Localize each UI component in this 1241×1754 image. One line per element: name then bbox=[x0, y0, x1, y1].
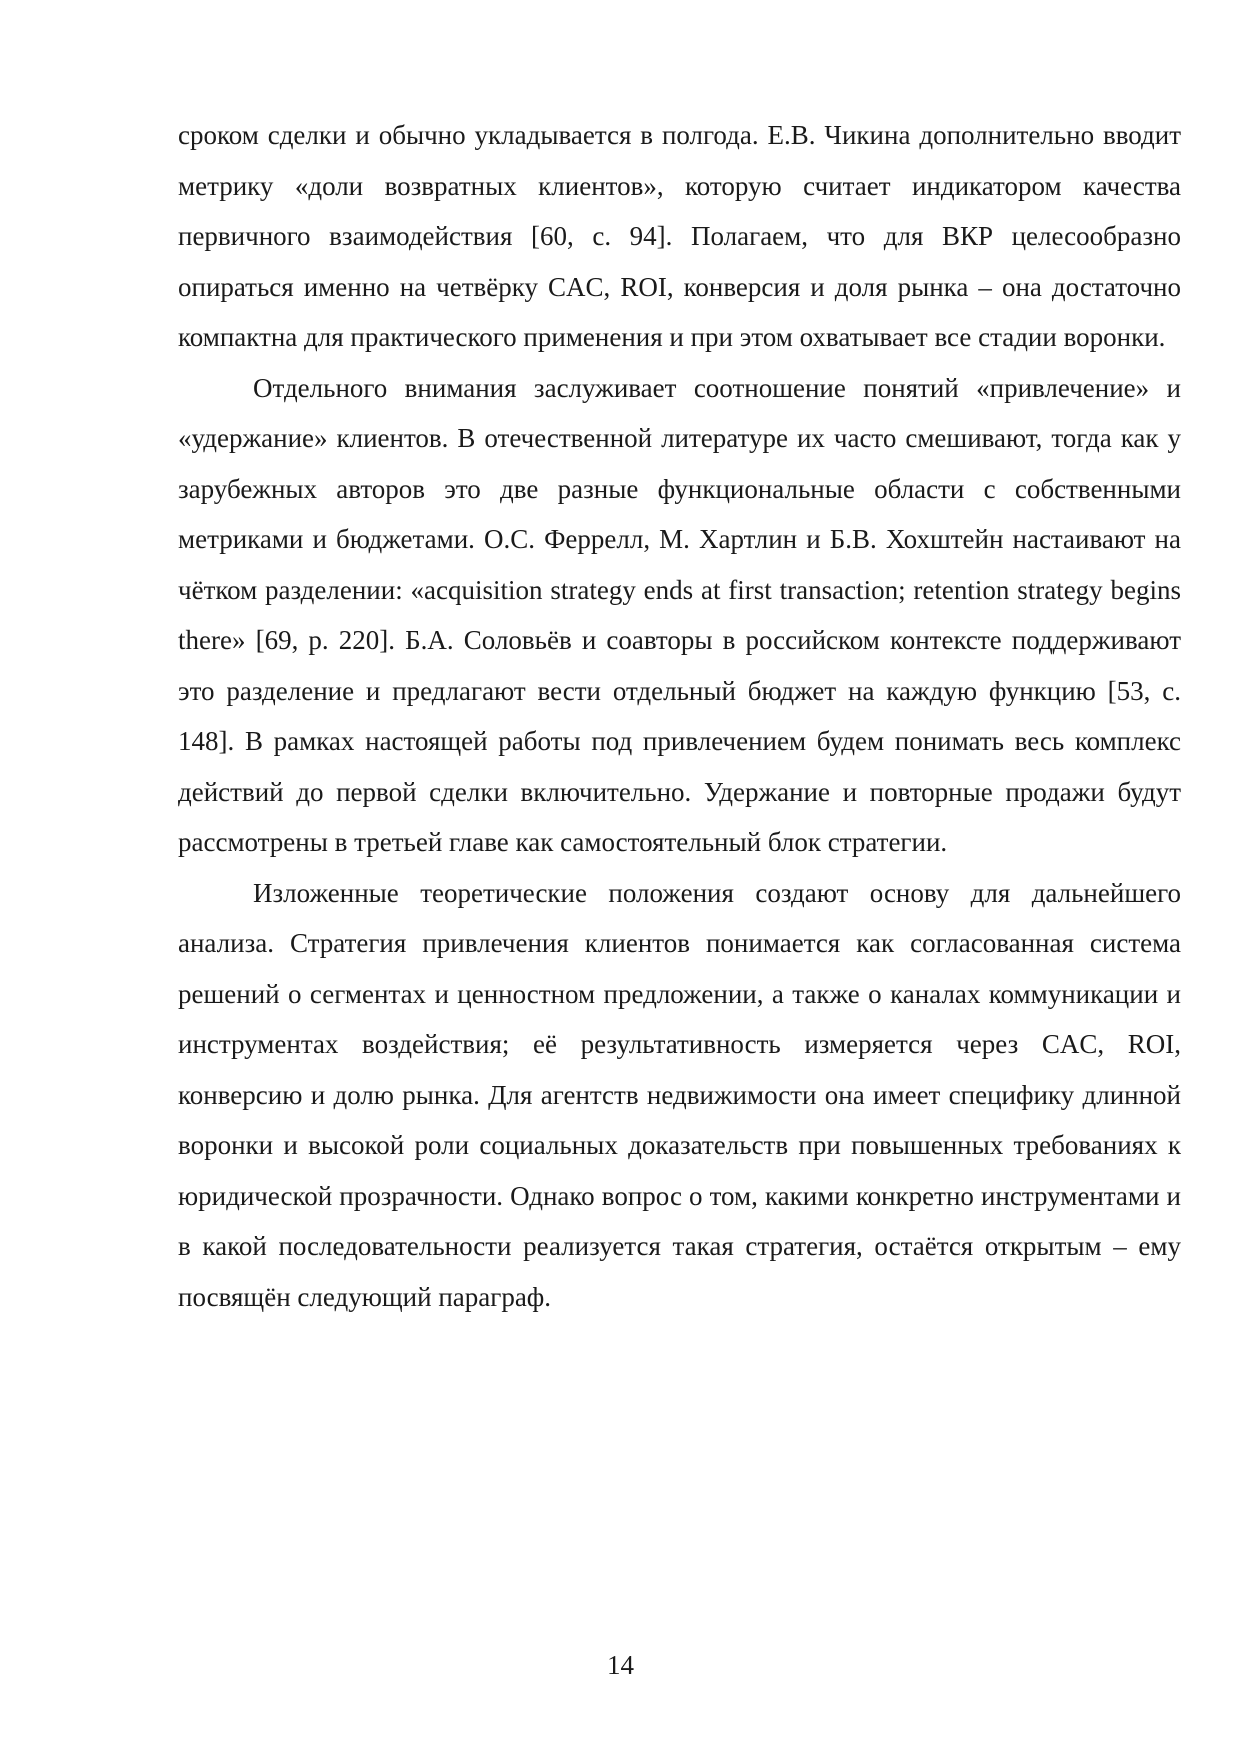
paragraph-acquisition-vs-retention: Отдельного внимания заслуживает соотношение понятий «привлечение» и «удержание» клиентов. В отечественной литературе их часто смешивают, тогда как у зарубежных авторов это две разные функциональные области с собственными метриками и бюджетами. О.С. Феррелл, М. Хартлин и Б.В. Хохштейн настаивают на чётком разделении: «acquisition strategy ends at first transaction; retention strategy begins there» [69, p. 220]. Б.А. Соловьёв и соавторы в российском контексте поддерживают это разделение и предлагают вести отдельный бюджет на каждую функцию [53, с. 148]. В рамках настоящей работы под привлечением будем понимать весь комплекс действий до первой сделки включительно. Удержание и повторные продажи будут рассмотрены в третьей главе как самостоятельный блок стратегии. bbox=[178, 372, 1181, 857]
paragraph-continuation: сроком сделки и обычно укладывается в полгода. Е.В. Чикина дополнительно вводит метрику «доли возвратных клиентов», которую считает индикатором качества первичного взаимодействия [60, с. 94]. Полагаем, что для ВКР целесообразно опираться именно на четвёрку CAC, ROI, конверсия и доля рынка – она достаточно компактна для практического применения и при этом охватывает все стадии воронки. bbox=[178, 120, 1181, 352]
paragraph-conclusion: Изложенные теоретические положения создают основу для дальнейшего анализа. Стратегия привлечения клиентов понимается как согласованная система решений о сегментах и ценностном предложении, а также о каналах коммуникации и инструментах воздействия; её результативность измеряется через CAC, ROI, конверсию и долю рынка. Для агентств недвижимости она имеет специфику длинной воронки и высокой роли социальных доказательств при повышенных требованиях к юридической прозрачности. Однако вопрос о том, какими конкретно инструментами и в какой последовательности реализуется такая стратегия, остаётся открытым – ему посвящён следующий параграф. bbox=[178, 877, 1181, 1312]
page-number: 14 bbox=[607, 1650, 634, 1680]
body-text bbox=[178, 110, 1181, 1322]
